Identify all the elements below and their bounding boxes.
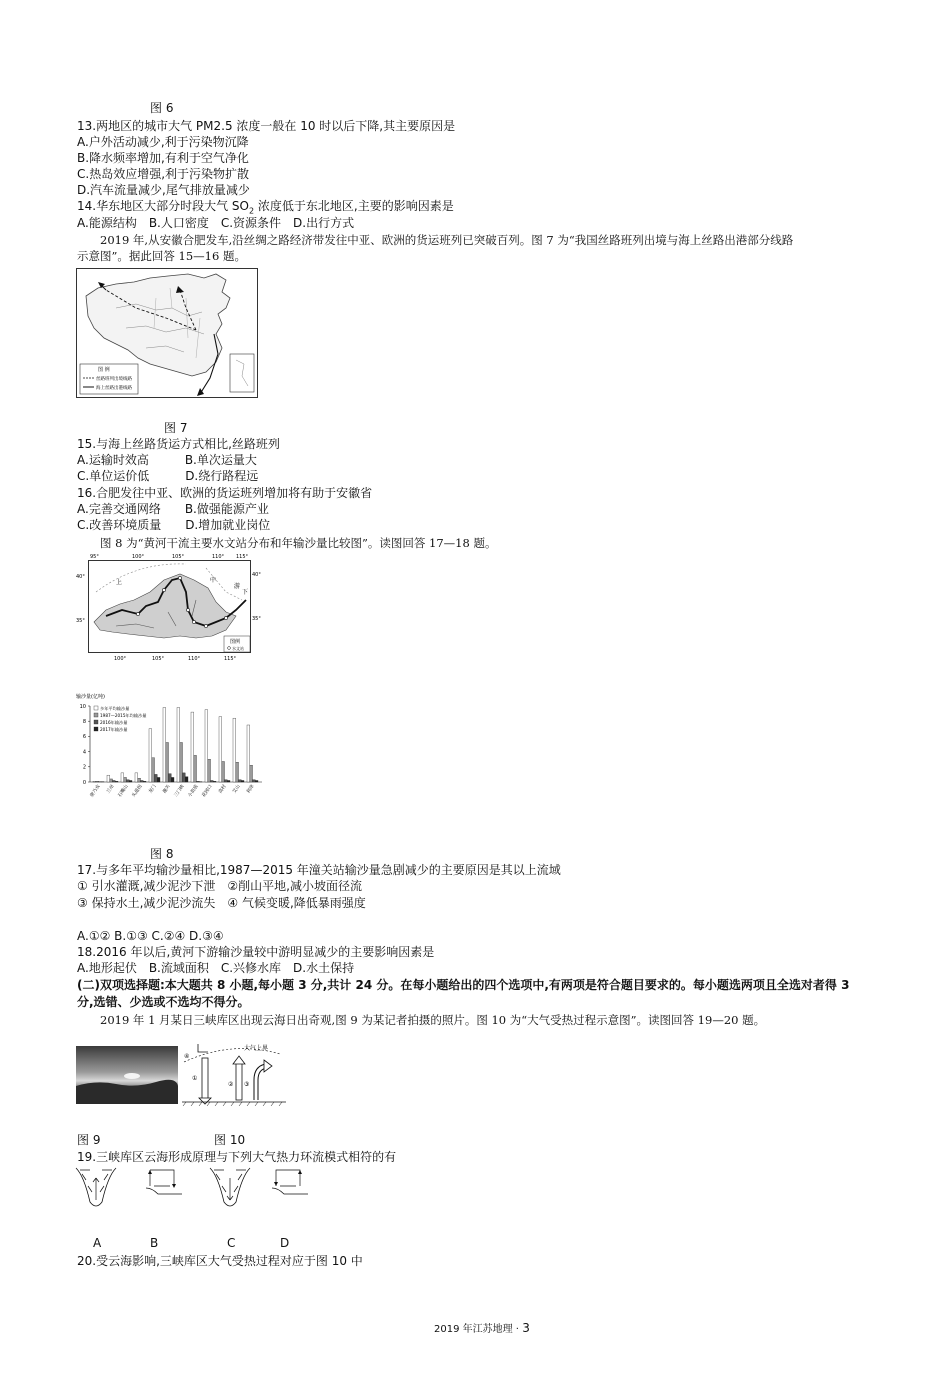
chart-category-label: 花园口 (201, 784, 214, 799)
q19-label-c: C (227, 1236, 236, 1250)
chart-bar (197, 781, 200, 782)
fig7-map (76, 268, 258, 398)
chart-bar (225, 780, 228, 782)
lat-right-35: 35° (252, 616, 261, 622)
q17-statements-12: ① 引水灌溉,减少泥沙下泄 ②削山平地,减小坡面径流 (77, 879, 362, 893)
fig10-top-label: 大气上界 (244, 1045, 269, 1052)
fig7-legend-land: 丝路班列出境线路 (96, 377, 132, 382)
chart-bar (135, 773, 138, 782)
q14-stem: 14.华东地区大部分时段大气 $SO_2$ 浓度低于东北地区,主要的影响因素是 (77, 199, 454, 216)
fig10-label-3: ③ (244, 1081, 250, 1088)
chart-bar (239, 780, 242, 782)
chart-bar (110, 779, 113, 782)
chart-ytick-label: 8 (82, 719, 86, 725)
chart-category-label: 兰州 (106, 784, 116, 795)
lon-top-95: 95° (90, 554, 99, 560)
chart-legend-label: 多年平均输沙量 (100, 706, 130, 711)
intro-15-16-line2: 示意图”。据此回答 15—16 题。 (77, 249, 246, 263)
section2-line1: (二)双项选择题:本大题共 8 小题,每小题 3 分,共计 24 分。在每小题给出的四个选项中,有两项是符合题目要求的。每小题选两项且全选对者得 3 (77, 978, 850, 992)
q19-option-d-diagram (270, 1166, 310, 1202)
q13-option-c: C.热岛效应增强,利于污染物扩散 (77, 167, 250, 181)
q19-stem: 19.三峡库区云海形成原理与下列大气热力环流模式相符的有 (77, 1150, 397, 1164)
chart-category-label: 小浪底 (187, 784, 200, 799)
q19-option-b-diagram (144, 1166, 184, 1202)
fig8-legend-title: 图例 (230, 639, 241, 645)
chart-bar (194, 755, 197, 782)
chart-ylabel: 输沙量(亿吨) (76, 694, 105, 700)
reach-middle: 中 (210, 577, 217, 584)
chart-bar (185, 777, 188, 782)
lat-left-35: 35° (76, 618, 85, 624)
chart-bar (107, 775, 110, 782)
chart-bar (166, 742, 169, 782)
page-footer: 2019 年江苏地理 · 3 (434, 1321, 530, 1335)
chart-bar (227, 780, 230, 782)
chart-bar (241, 780, 244, 782)
chart-bar (219, 717, 222, 782)
chart-bar (208, 759, 211, 782)
chart-ytick-label: 4 (82, 749, 86, 756)
chart-category-label: 三门峡 (173, 784, 186, 799)
chart-bar (236, 762, 239, 782)
chart-category-label: 唐乃亥 (89, 784, 102, 799)
fig9-caption: 图 9 (77, 1133, 101, 1147)
fig8-caption: 图 8 (150, 847, 174, 861)
lon-bottom-110: 110° (188, 656, 201, 662)
chart-category-label: 高村 (218, 784, 228, 795)
fig10-label-2: ② (228, 1081, 234, 1088)
q19-option-a-diagram (74, 1166, 118, 1212)
q19-option-c-diagram (208, 1166, 252, 1212)
fig8-legend-item: 水文站 (232, 646, 244, 651)
q18-stem: 18.2016 年以后,黄河下游输沙量较中游明显减少的主要影响因素是 (77, 945, 435, 959)
chart-bar (115, 781, 118, 782)
chart-category-label: 艾山 (232, 784, 242, 795)
chart-legend-swatch (94, 713, 98, 717)
chart-bar (127, 780, 130, 782)
chart-bar (121, 773, 124, 782)
chart-bar (169, 774, 172, 782)
intro-15-16-line1: 2019 年,从安徽合肥发车,沿丝绸之路经济带发往中亚、欧洲的货运班列已突破百列。图 7 为“我国丝路班列出境与海上丝路出港部分线路 (100, 233, 794, 247)
fig10-caption: 图 10 (214, 1133, 246, 1147)
q19-label-a: A (93, 1236, 102, 1250)
lon-top-115: 115° (236, 554, 249, 560)
chart-ytick-label: 0 (82, 779, 86, 786)
lon-top-100: 100° (132, 554, 145, 560)
q17-options: A.①② B.①③ C.②④ D.③④ (77, 929, 224, 943)
lat-right-40: 40° (252, 572, 261, 578)
chart-bar (222, 761, 225, 782)
chart-bar (233, 718, 236, 782)
chart-category-label: 利津 (246, 784, 256, 795)
fig8-map (76, 552, 266, 664)
chart-bar (247, 725, 250, 782)
fig10-label-1: ① (192, 1075, 198, 1082)
fig7-legend-title: 图 例 (98, 367, 110, 373)
q13-option-d: D.汽车流量减少,尾气排放量减少 (77, 183, 250, 197)
q14-options: A.能源结构 B.人口密度 C.资源条件 D.出行方式 (77, 216, 355, 230)
lon-top-110: 110° (212, 554, 225, 560)
fig9-photo (76, 1046, 178, 1104)
chart-category-label: 石嘴山 (117, 784, 130, 799)
chart-legend-swatch (94, 727, 98, 731)
intro-17-18: 图 8 为“黄河干流主要水文站分布和年输沙量比较图”。读图回答 17—18 题。 (100, 536, 497, 550)
chart-bar (253, 780, 256, 782)
reach-upper: 上 (116, 579, 123, 586)
q19-label-b: B (150, 1236, 159, 1250)
chart-legend-swatch (94, 706, 98, 710)
chart-bar (141, 780, 144, 782)
chart-bar (155, 774, 158, 782)
q17-stem: 17.与多年平均输沙量相比,1987—2015 年潼关站输沙量急剧减少的主要原因是其以上流域 (77, 863, 561, 877)
chart-bar (255, 780, 258, 782)
fig10-label-4: ④ (184, 1053, 190, 1060)
lon-bottom-100: 100° (114, 656, 127, 662)
chart-bar (93, 781, 96, 782)
chart-ytick-label: 2 (82, 764, 86, 771)
chart-bar (205, 710, 208, 782)
chart-bar (213, 781, 216, 782)
chart-bar (177, 708, 180, 782)
q13-option-a: A.户外活动减少,利于污染物沉降 (77, 135, 249, 149)
section2-line2: 分,选错、少选或不选均不得分。 (77, 995, 250, 1009)
q15-options-ab: A.运输时效高 B.单次运量大 (77, 453, 257, 467)
chart-bar (211, 780, 214, 782)
chart-category-label: 龙门 (148, 784, 158, 795)
chart-bar (138, 778, 141, 782)
q16-options-cd: C.改善环境质量 D.增加就业岗位 (77, 518, 271, 532)
lat-left-40: 40° (76, 574, 85, 580)
fig8-chart (76, 690, 266, 830)
intro-19-20: 2019 年 1 月某日三峡库区出现云海日出奇观,图 9 为某记者拍摄的照片。图 10 为“大气受热过程示意图”。读图回答 19—20 题。 (100, 1013, 766, 1027)
q16-stem: 16.合肥发往中亚、欧洲的货运班列增加将有助于安徽省 (77, 486, 373, 500)
fig6-caption: 图 6 (150, 101, 174, 115)
fig7-legend-sea: 海上丝路出港线路 (96, 386, 132, 391)
chart-bar (171, 777, 174, 782)
q13-stem: 13.两地区的城市大气 PM2.5 浓度一般在 10 时以后下降,其主要原因是 (77, 119, 456, 133)
fig7-caption: 图 7 (164, 421, 188, 435)
reach-you: 游 (234, 583, 241, 590)
q15-options-cd: C.单位运价低 D.绕行路程远 (77, 469, 259, 483)
lon-top-105: 105° (172, 554, 185, 560)
chart-bar (96, 781, 99, 782)
chart-bar (149, 729, 152, 782)
chart-category-label: 潼关 (162, 784, 172, 795)
chart-legend-label: 2017年输沙量 (100, 727, 128, 732)
chart-bar (113, 780, 116, 782)
chart-bar (183, 773, 186, 782)
chart-bar (152, 758, 155, 782)
q18-options: A.地形起伏 B.流域面积 C.兴修水库 D.水土保持 (77, 961, 355, 975)
chart-ytick-label: 10 (79, 703, 86, 710)
chart-bar (163, 708, 166, 782)
chart-bar (180, 742, 183, 782)
reach-lower: 下 (242, 589, 249, 596)
chart-bar (143, 781, 146, 782)
chart-bar (129, 780, 132, 782)
q19-label-d: D (280, 1236, 290, 1250)
chart-category-label: 头道拐 (131, 784, 144, 799)
q17-statements-34: ③ 保持水土,减少泥沙流失 ④ 气候变暖,降低暴雨强度 (77, 896, 366, 910)
chart-bar (250, 765, 253, 782)
chart-ytick-label: 6 (82, 734, 86, 741)
lon-bottom-105: 105° (152, 656, 165, 662)
chart-bar (124, 777, 127, 782)
chart-bar (191, 712, 194, 782)
q16-options-ab: A.完善交通网络 B.做强能源产业 (77, 502, 269, 516)
chart-legend-swatch (94, 720, 98, 724)
chart-legend-label: 2016年输沙量 (100, 720, 128, 725)
lon-bottom-115: 115° (224, 656, 237, 662)
q15-stem: 15.与海上丝路货运方式相比,丝路班列 (77, 437, 280, 451)
chart-bar (157, 777, 160, 782)
chart-legend-label: 1987—2015年均输沙量 (100, 713, 147, 718)
q20-stem: 20.受云海影响,三峡库区大气受热过程对应于图 10 中 (77, 1254, 363, 1268)
fig10-diagram (182, 1040, 286, 1106)
q13-option-b: B.降水频率增加,有利于空气净化 (77, 151, 249, 165)
